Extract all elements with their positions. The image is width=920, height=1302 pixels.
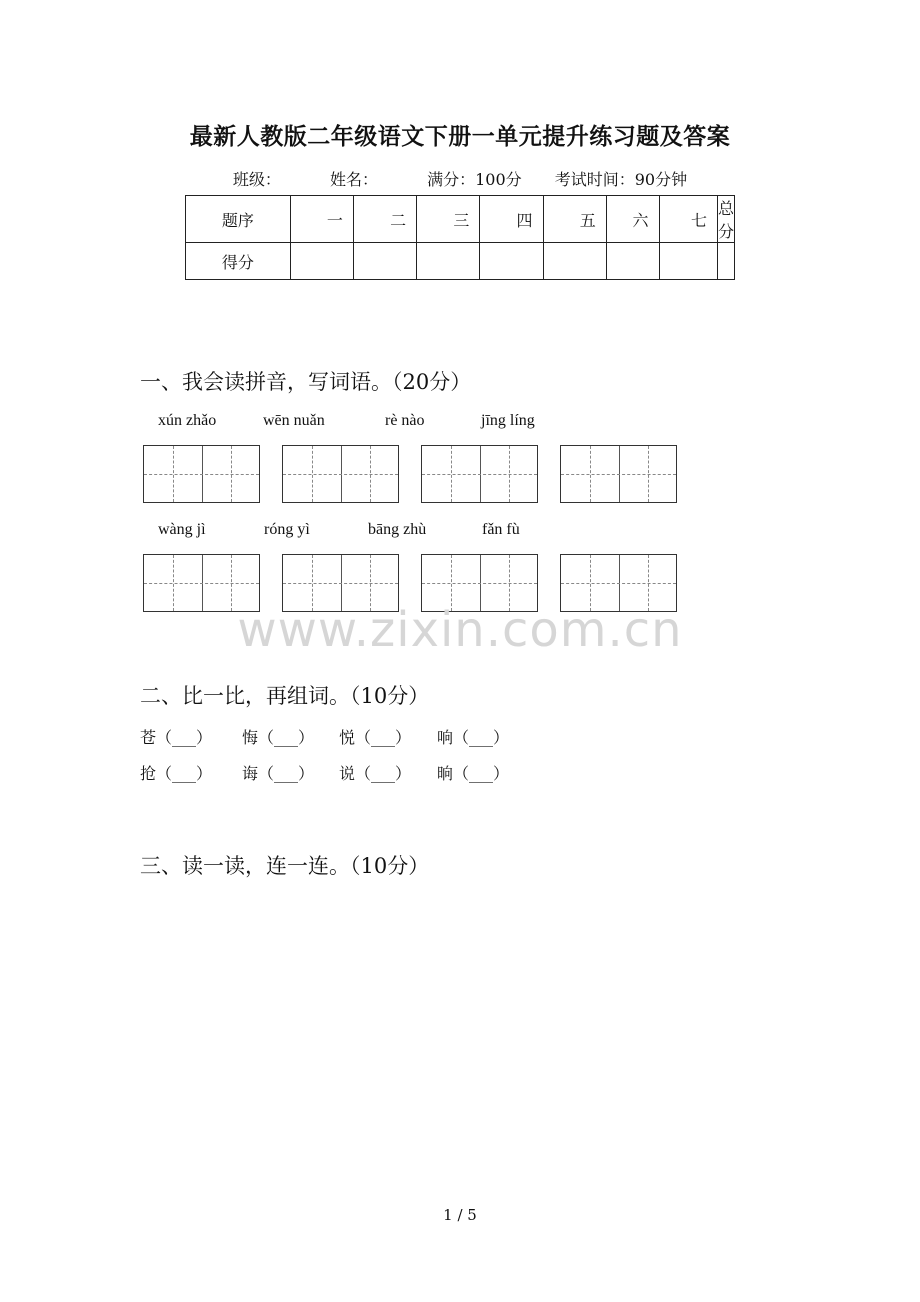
score-cell[interactable]	[659, 243, 717, 280]
word-group-item: 晌（___）	[437, 764, 510, 783]
section3-heading: 三、读一读，连一连。（10分）	[140, 854, 430, 878]
score-table-header-row	[186, 196, 735, 243]
class-label: 班级：	[232, 170, 281, 189]
writing-box[interactable]	[143, 445, 260, 503]
full-score-label: 满分：100分	[427, 170, 522, 189]
pinyin-label: jīng líng	[481, 412, 535, 429]
score-row-label: 得分	[186, 243, 291, 280]
score-table	[185, 195, 735, 280]
section2-heading: 二、比一比，再组词。（10分）	[140, 684, 430, 708]
writing-box[interactable]	[282, 445, 399, 503]
header-cell-2: 二	[353, 196, 416, 243]
pinyin-label: rè nào	[385, 412, 425, 429]
word-group-item: 诲（___）	[242, 764, 315, 783]
score-cell[interactable]	[606, 243, 659, 280]
score-cell[interactable]	[480, 243, 543, 280]
score-cell-total[interactable]	[717, 243, 734, 280]
header-cell-3: 三	[417, 196, 480, 243]
pinyin-label: wēn nuǎn	[263, 412, 325, 429]
score-cell[interactable]	[290, 243, 353, 280]
word-group-item: 说（___）	[339, 764, 412, 783]
pinyin-label: róng yì	[264, 521, 310, 538]
pinyin-label: bāng zhù	[368, 521, 427, 538]
name-label: 姓名：	[329, 170, 378, 189]
section1-heading: 一、我会读拼音，写词语。（20分）	[140, 370, 472, 394]
header-cell-4: 四	[480, 196, 543, 243]
header-cell-5: 五	[543, 196, 606, 243]
pinyin-label: wàng jì	[158, 521, 206, 538]
score-cell[interactable]	[417, 243, 480, 280]
header-cell-1: 一	[290, 196, 353, 243]
word-group-item: 苍（___）	[140, 728, 213, 747]
header-cell-7: 七	[659, 196, 717, 243]
pinyin-label: fǎn fù	[482, 521, 520, 538]
score-cell[interactable]	[353, 243, 416, 280]
exam-info	[0, 167, 920, 190]
word-group-item: 悔（___）	[242, 728, 315, 747]
word-group-item: 悦（___）	[339, 728, 412, 747]
page-number: 1 / 5	[443, 1206, 477, 1224]
page-title: 最新人教版二年级语文下册一单元提升练习题及答案	[189, 123, 731, 150]
word-group-item: 响（___）	[437, 728, 510, 747]
exam-time-label: 考试时间：90分钟	[554, 170, 688, 189]
score-cell[interactable]	[543, 243, 606, 280]
writing-box[interactable]	[421, 445, 538, 503]
watermark: www.zixin.com.cn	[237, 602, 683, 658]
header-cell-6: 六	[606, 196, 659, 243]
word-group-item: 抢（___）	[140, 764, 213, 783]
pinyin-label: xún zhǎo	[158, 412, 217, 429]
header-cell-order: 题序	[186, 196, 291, 243]
header-cell-total: 总分	[717, 196, 734, 243]
score-table-score-row	[186, 243, 735, 280]
writing-box[interactable]	[560, 445, 677, 503]
